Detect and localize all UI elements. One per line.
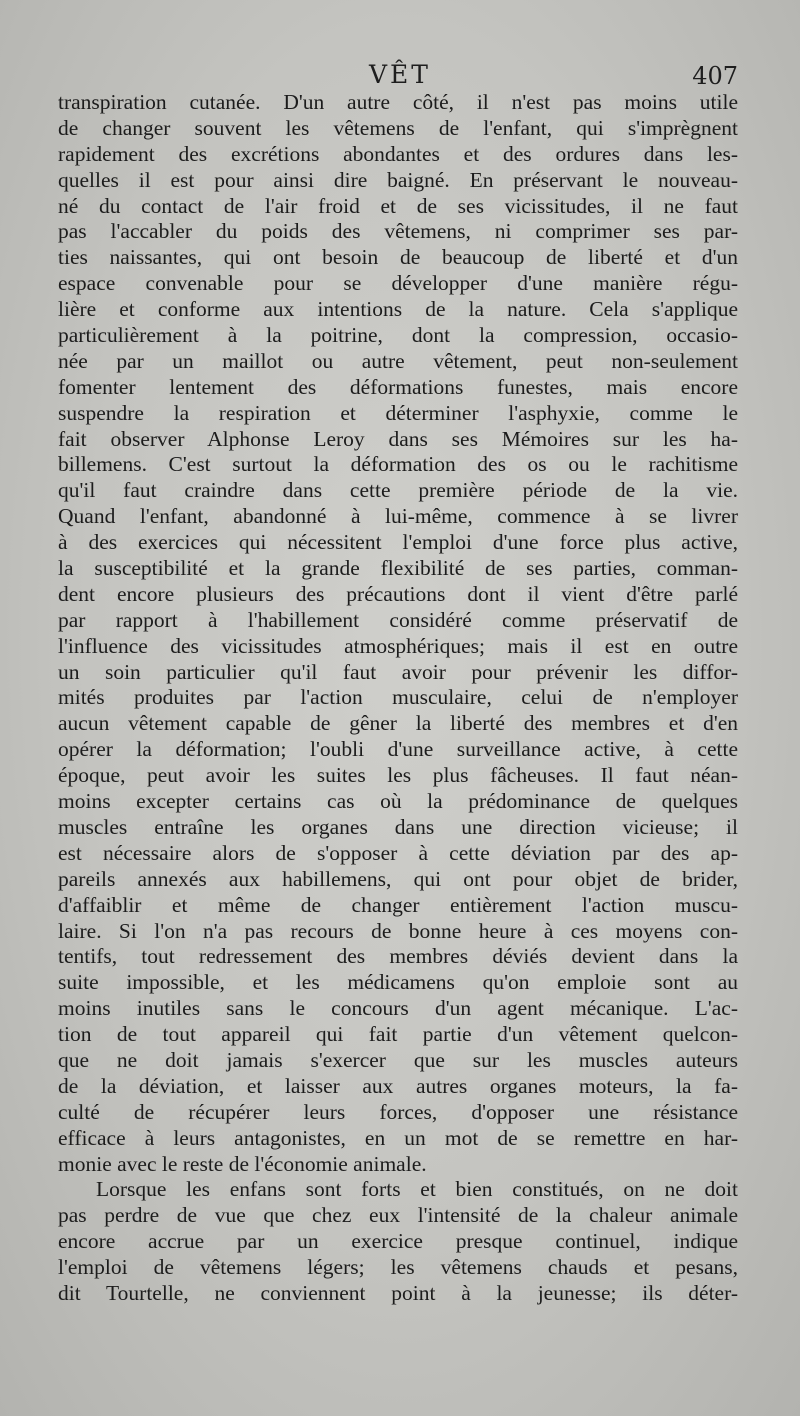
text-line: à des exercices qui nécessitent l'emploi d'une force plus active, bbox=[58, 530, 738, 555]
body-text bbox=[58, 90, 738, 1307]
text-line: la susceptibilité et la grande flexibilité de ses parties, comman- bbox=[58, 556, 738, 581]
text-line: fomenter lentement des déformations funestes, mais encore bbox=[58, 374, 738, 399]
text-line: tion de tout appareil qui fait partie d'un vêtement quelcon- bbox=[58, 1022, 738, 1047]
text-line: tentifs, tout redressement des membres déviés devient dans la bbox=[58, 944, 738, 969]
text-line: opérer la déformation; l'oubli d'une surveillance active, à cette bbox=[58, 737, 738, 762]
text-line: qu'il faut craindre dans cette première période de la vie. bbox=[58, 478, 738, 503]
text-line: de la déviation, et laisser aux autres organes moteurs, la fa- bbox=[58, 1073, 738, 1098]
text-line: Lorsque les enfans sont forts et bien constitués, on ne doit bbox=[96, 1177, 738, 1202]
text-line: dent encore plusieurs des précautions dont il vient d'être parlé bbox=[58, 581, 738, 606]
text-line: efficace à leurs antagonistes, en un mot de se remettre en har- bbox=[58, 1125, 738, 1150]
text-line: pas perdre de vue que chez eux l'intensité de la chaleur animale bbox=[58, 1203, 738, 1228]
text-line: né du contact de l'air froid et de ses vicissitudes, il ne faut bbox=[58, 193, 738, 218]
text-line: époque, peut avoir les suites les plus fâcheuses. Il faut néan- bbox=[58, 763, 738, 788]
text-line: laire. Si l'on n'a pas recours de bonne heure à ces moyens con- bbox=[58, 918, 738, 943]
text-line: billemens. C'est surtout la déformation des os ou le rachitisme bbox=[58, 452, 738, 477]
text-line: fait observer Alphonse Leroy dans ses Mémoires sur les ha- bbox=[58, 426, 738, 451]
text-line: espace convenable pour se développer d'une manière régu- bbox=[58, 271, 738, 296]
text-line: par rapport à l'habillement considéré comme préservatif de bbox=[58, 607, 738, 632]
text-line: rapidement des excrétions abondantes et des ordures dans les- bbox=[58, 141, 738, 166]
text-line: pareils annexés aux habillemens, qui ont pour objet de brider, bbox=[58, 866, 738, 891]
text-line: particulièrement à la poitrine, dont la compression, occasio- bbox=[58, 323, 738, 348]
text-line: ties naissantes, qui ont besoin de beaucoup de liberté et d'un bbox=[58, 245, 738, 270]
text-line: un soin particulier qu'il faut avoir pour prévenir les diffor- bbox=[58, 659, 738, 684]
text-line: encore accrue par un exercice presque continuel, indique bbox=[58, 1229, 738, 1254]
text-line: de changer souvent les vêtemens de l'enfant, qui s'imprègnent bbox=[58, 115, 738, 140]
page-number: 407 bbox=[692, 62, 738, 90]
text-line: d'affaiblir et même de changer entièrement l'action muscu- bbox=[58, 892, 738, 917]
text-line: l'emploi de vêtemens légers; les vêtemens chauds et pesans, bbox=[58, 1255, 738, 1280]
text-line: suspendre la respiration et déterminer l'asphyxie, comme le bbox=[58, 400, 738, 425]
text-line: transpiration cutanée. D'un autre côté, il n'est pas moins utile bbox=[58, 90, 738, 114]
text-line: mités produites par l'action musculaire, celui de n'employer bbox=[58, 685, 738, 710]
running-title: VÊT bbox=[369, 60, 431, 89]
running-head bbox=[0, 60, 800, 94]
text-line: l'influence des vicissitudes atmosphériques; mais il est en outre bbox=[58, 633, 738, 658]
text-line: lière et conforme aux intentions de la nature. Cela s'applique bbox=[58, 297, 738, 322]
text-line: est nécessaire alors de s'opposer à cette déviation par des ap- bbox=[58, 840, 738, 865]
text-line: suite impossible, et les médicamens qu'on emploie sont au bbox=[58, 970, 738, 995]
text-line: pas l'accabler du poids des vêtemens, ni comprimer ses par- bbox=[58, 219, 738, 244]
text-line: quelles il est pour ainsi dire baigné. En préservant le nouveau- bbox=[58, 167, 738, 192]
text-line: culté de récupérer leurs forces, d'opposer une résistance bbox=[58, 1099, 738, 1124]
text-line: Quand l'enfant, abandonné à lui-même, commence à se livrer bbox=[58, 504, 738, 529]
text-line: née par un maillot ou autre vêtement, peut non-seulement bbox=[58, 348, 738, 373]
text-line: muscles entraîne les organes dans une direction vicieuse; il bbox=[58, 814, 738, 839]
text-line: que ne doit jamais s'exercer que sur les muscles auteurs bbox=[58, 1047, 738, 1072]
text-line: monie avec le reste de l'économie animale. bbox=[58, 1151, 427, 1176]
text-line: moins excepter certains cas où la prédominance de quelques bbox=[58, 789, 738, 814]
text-line: aucun vêtement capable de gêner la liberté des membres et d'en bbox=[58, 711, 738, 736]
text-line: dit Tourtelle, ne conviennent point à la jeunesse; ils déter- bbox=[58, 1280, 738, 1305]
text-line: moins inutiles sans le concours d'un agent mécanique. L'ac- bbox=[58, 996, 738, 1021]
